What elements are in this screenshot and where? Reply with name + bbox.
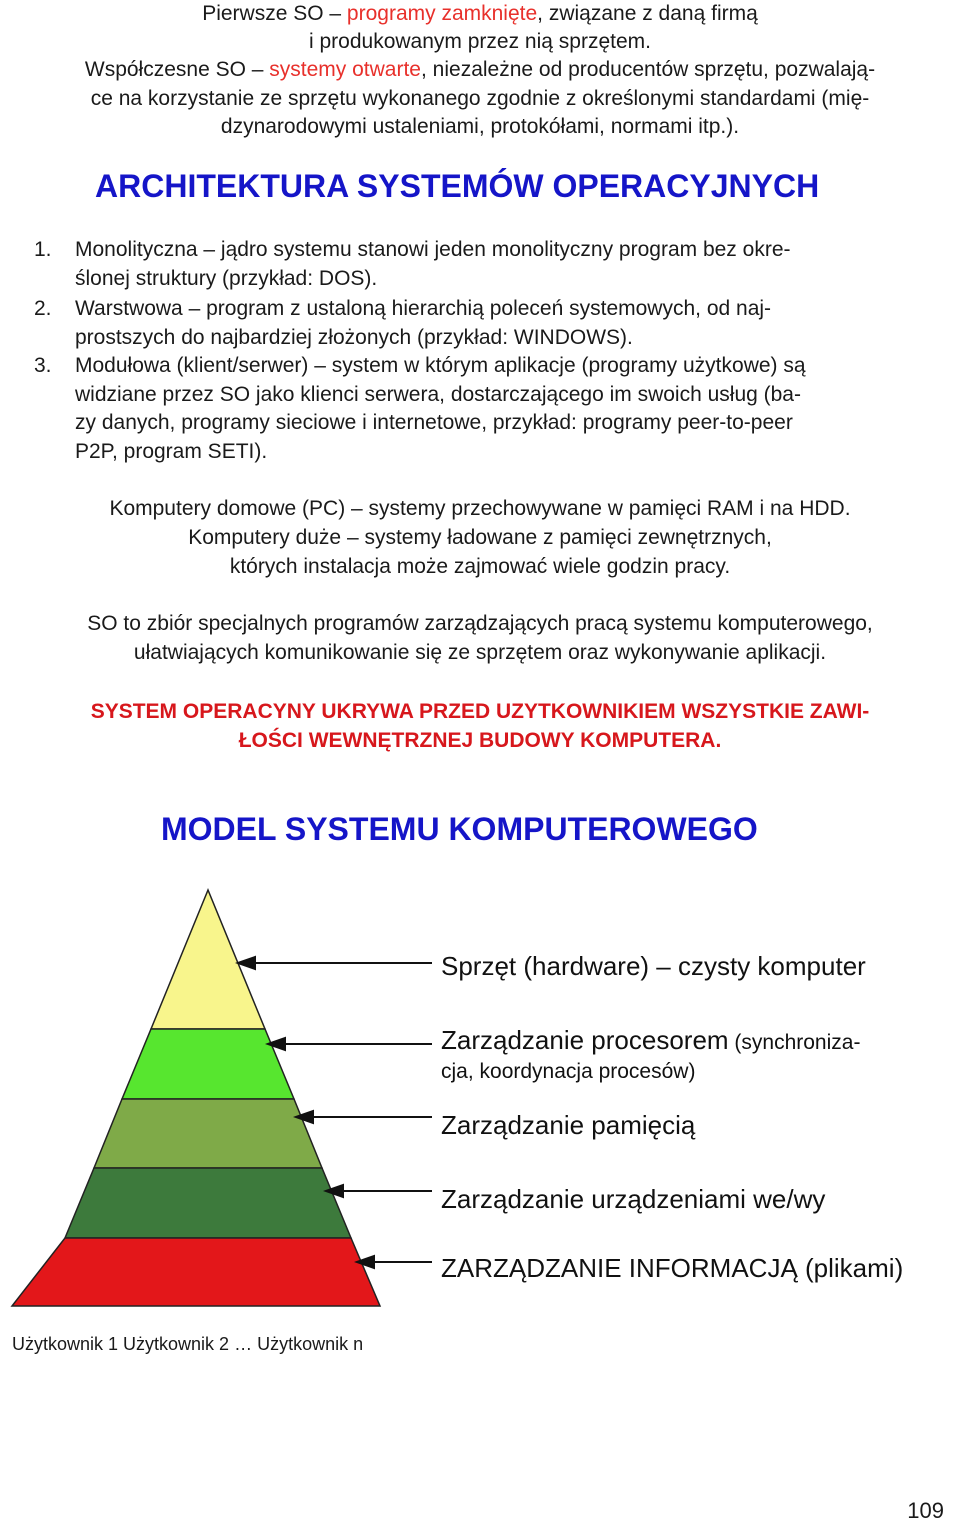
list-item-line: prostszych do najbardziej złożonych (przykład: WINDOWS).	[75, 326, 633, 349]
model-heading: MODEL SYSTEMU KOMPUTEROWEGO	[161, 811, 758, 847]
intro-line-2: i produkowanym przez nią sprzętem.	[309, 30, 651, 53]
layer-note: (synchroniza-	[728, 1031, 861, 1054]
page-number: 109	[907, 1498, 944, 1523]
list-item-line: zy danych, programy sieciowe i internetowe, przykład: programy peer-to-peer	[75, 411, 793, 434]
intro-line-4: ce na korzystanie ze sprzętu wykonanego zgodnie z określonymi standardami (mię-	[90, 87, 870, 110]
list-item-line: P2P, program SETI).	[75, 440, 268, 463]
intro-text: , niezależne od producentów sprzętu, pozwalają-	[421, 58, 876, 81]
users-caption: Użytkownik 1 Użytkownik 2 … Użytkownik n	[12, 1334, 364, 1354]
pyramid-layer-memory	[94, 1099, 322, 1168]
pyramid-layer-information	[12, 1238, 380, 1306]
intro-text: , związane z daną firmą	[537, 2, 758, 25]
layer-label-hardware: Sprzęt (hardware) – czysty komputer	[441, 951, 866, 981]
so-definition-line-1: SO to zbiór specjalnych programów zarządzających pracą systemu komputerowego,	[87, 612, 873, 635]
list-number: 2.	[34, 297, 52, 320]
list-item-line: Monolityczna – jądro systemu stanowi jeden monolityczny program bez okre-	[75, 238, 791, 261]
list-item-line: ślonej struktury (przykład: DOS).	[75, 267, 378, 290]
list-item-line: widziane przez SO jako klienci serwera, dostarczającego im swoich usług (ba-	[75, 383, 801, 406]
arrow-head	[238, 957, 255, 969]
layer-label-devices: Zarządzanie urządzeniami we/wy	[441, 1184, 826, 1214]
architecture-heading: ARCHITEKTURA SYSTEMÓW OPERACYJNYCH	[95, 168, 820, 204]
list-number: 1.	[34, 238, 52, 261]
layer-label-processor	[441, 1025, 860, 1056]
computers-line-3: których instalacja może zajmować wiele godzin pracy.	[229, 555, 731, 578]
intro-text: Pierwsze SO –	[202, 2, 347, 25]
pyramid-layer-processor	[122, 1029, 294, 1099]
computers-line-2: Komputery duże – systemy ładowane z pamięci zewnętrznych,	[188, 526, 772, 549]
computers-line-1: Komputery domowe (PC) – systemy przechowywane w pamięci RAM i na HDD.	[109, 497, 851, 520]
list-number: 3.	[34, 354, 52, 377]
layer-label-text: Zarządzanie procesorem	[441, 1025, 729, 1055]
pyramid-layer-devices	[65, 1168, 351, 1238]
layer-label-information: ZARZĄDZANIE INFORMACJĄ (plikami)	[441, 1253, 904, 1283]
layer-note-continuation: cja, koordynacja procesów)	[441, 1060, 696, 1083]
list-item-line: Warstwowa – program z ustaloną hierarchią poleceń systemowych, od naj-	[75, 297, 772, 320]
warning-line-1: SYSTEM OPERACYNY UKRYWA PRZED UZYTKOWNIKIEM WSZYSTKIE ZAWI-	[90, 700, 870, 723]
so-definition-line-2: ułatwiających komunikowanie się ze sprzętem oraz wykonywanie aplikacji.	[133, 641, 827, 664]
warning-line-2: ŁOŚCI WEWNĘTRZNEJ BUDOWY KOMPUTERA.	[238, 729, 722, 752]
closed-programs-term: programy zamknięte	[346, 2, 538, 25]
layer-label-memory: Zarządzanie pamięcią	[441, 1110, 696, 1140]
intro-line-5: dzynarodowymi ustaleniami, protokółami, normami itp.).	[220, 115, 740, 138]
list-item-line: Modułowa (klient/serwer) – system w którym aplikacje (programy użytkowe) są	[75, 354, 806, 377]
open-systems-term: systemy otwarte	[269, 58, 421, 81]
intro-text: Współczesne SO –	[84, 58, 270, 81]
